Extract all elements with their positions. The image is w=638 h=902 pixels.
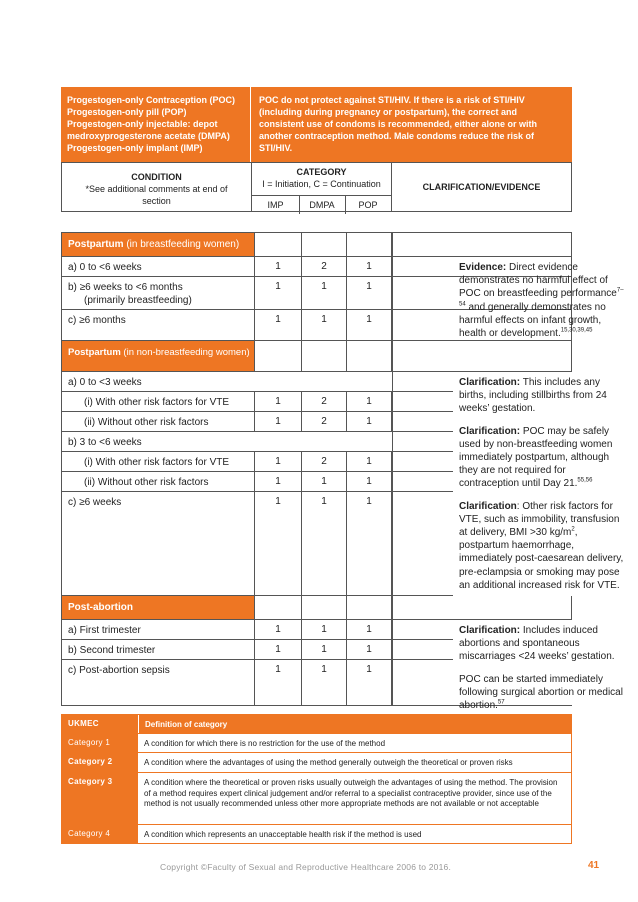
col-pop-header: POP (345, 195, 391, 214)
method-poc: Progestogen-only Contraception (POC) (67, 95, 236, 105)
section-title: Postpartum (68, 239, 124, 250)
table-row: (i) With other risk factors for VTE 1 2 1 (62, 452, 571, 472)
method-pop: Progestogen-only pill (POP) (67, 107, 187, 117)
condition-header (61, 162, 252, 212)
col-imp-header: IMP (252, 195, 300, 214)
evidence-breastfeeding: Evidence: Direct evidence demonstrates no harmful effect of POC on breastfeeding performance$^{7-54}$ and generally demonstrates no harmful effects on infant growth, health or development.$^{15,30,39,45}$ (459, 262, 624, 340)
table-row: (ii) Without other risk factors 1 1 1 (62, 472, 571, 492)
legend-row: Category 1 A condition for which there is no restriction for the use of the method (62, 734, 571, 753)
legend-row: Category 3 A condition where the theoretical or proven risks usually outweigh the advantages of using the method. The provision of a method requires expert clinical judgement and/or referral to a specialist contraceptive provider, since use of the method is not usually recommended unless other more appropriate methods are not available or not acceptable (62, 773, 571, 825)
clarification-non-breastfeeding: Clarification: This includes any births, including stillbirths from 24 weeks’ gestation. Clarification: POC may be safely used by non-breastfeeding women immediately postpartum, although they are not required for contraception until Day 21.$^{55,56}$ Clarification: Other risk factors for VTE, such as immobility, transfusion at delivery, BMI >30 $kg/m^2$, postpartum haemorrhage, immediately post-caesarean delivery, pre-eclampsia or smoking may pose an additional increased risk for VTE. (453, 372, 633, 596)
legend-header (62, 715, 571, 734)
condition-title: CONDITION (131, 172, 182, 182)
section-header-postpartum-non-breastfeeding (62, 341, 571, 372)
table-row: a) 0 to <3 weeks (62, 372, 571, 392)
method-dmpa: Progestogen-only injectable: depot medroxyprogesterone acetate (DMPA) (67, 119, 230, 141)
method-imp: Progestogen-only implant (IMP) (67, 143, 203, 153)
legend-row: Category 4 A condition which represents an unacceptable health risk if the method is used (62, 825, 571, 843)
legend-value-header: Definition of category (138, 715, 571, 733)
category-header (252, 162, 391, 212)
table-row: b) Second trimester 1 1 1 (62, 640, 571, 660)
sti-warning: POC do not protect against STI/HIV. If there is a risk of STI/HIV (including during pregnancy or postpartum), the correct and consistent use of condoms is recommended, either alone or with another contraception method. Male condoms reduce the risk of STI/HIV. (251, 87, 572, 162)
section-title-note: (in non-breastfeeding women) (120, 347, 250, 358)
section-title-note: (in breastfeeding women) (123, 239, 240, 250)
section-header-postpartum-breastfeeding (62, 233, 571, 257)
condition-note: *See additional comments at end of section (85, 184, 228, 206)
methods-header (61, 87, 251, 162)
table-row: c) ≥6 months 1 1 1 (62, 310, 571, 341)
ukmec-legend (61, 714, 572, 844)
table-row: (i) With other risk factors for VTE 1 2 1 (62, 392, 571, 412)
section-title: Postpartum (68, 347, 121, 358)
clarification-header: CLARIFICATION/EVIDENCE (391, 162, 572, 212)
table-row: b) 3 to <6 weeks (62, 432, 571, 452)
copyright-footer: Copyright ©Faculty of Sexual and Reproductive Healthcare 2006 to 2016. (160, 862, 452, 872)
section-header-post-abortion: Post-abortion (62, 596, 571, 620)
page-number: 41 (588, 860, 600, 871)
condition-table (61, 232, 624, 712)
col-dmpa-header: DMPA (299, 195, 346, 214)
table-row: a) First trimester 1 1 1 (62, 620, 571, 640)
clarification-post-abortion: Clarification: Includes induced abortions and spontaneous miscarriages <24 weeks’ gestation. POC can be started immediately following surgical abortion or medical abortion.$^{57}$ (453, 620, 633, 705)
table-row: a) 0 to <6 weeks 1 2 1 (62, 257, 571, 277)
legend-key-header: UKMEC (62, 715, 138, 733)
category-subtitle: I = Initiation, C = Continuation (262, 179, 381, 189)
table-row: (ii) Without other risk factors 1 2 1 (62, 412, 571, 432)
table-row: b) ≥6 weeks to <6 months (primarily breastfeeding) 1 1 1 (62, 277, 571, 310)
table-row: c) Post-abortion sepsis 1 1 1 (62, 660, 571, 705)
category-title: CATEGORY (296, 167, 347, 177)
table-row: c) ≥6 weeks 1 1 1 (62, 492, 571, 596)
legend-row: Category 2 A condition where the advantages of using the method generally outweigh the theoretical or proven risks (62, 753, 571, 773)
